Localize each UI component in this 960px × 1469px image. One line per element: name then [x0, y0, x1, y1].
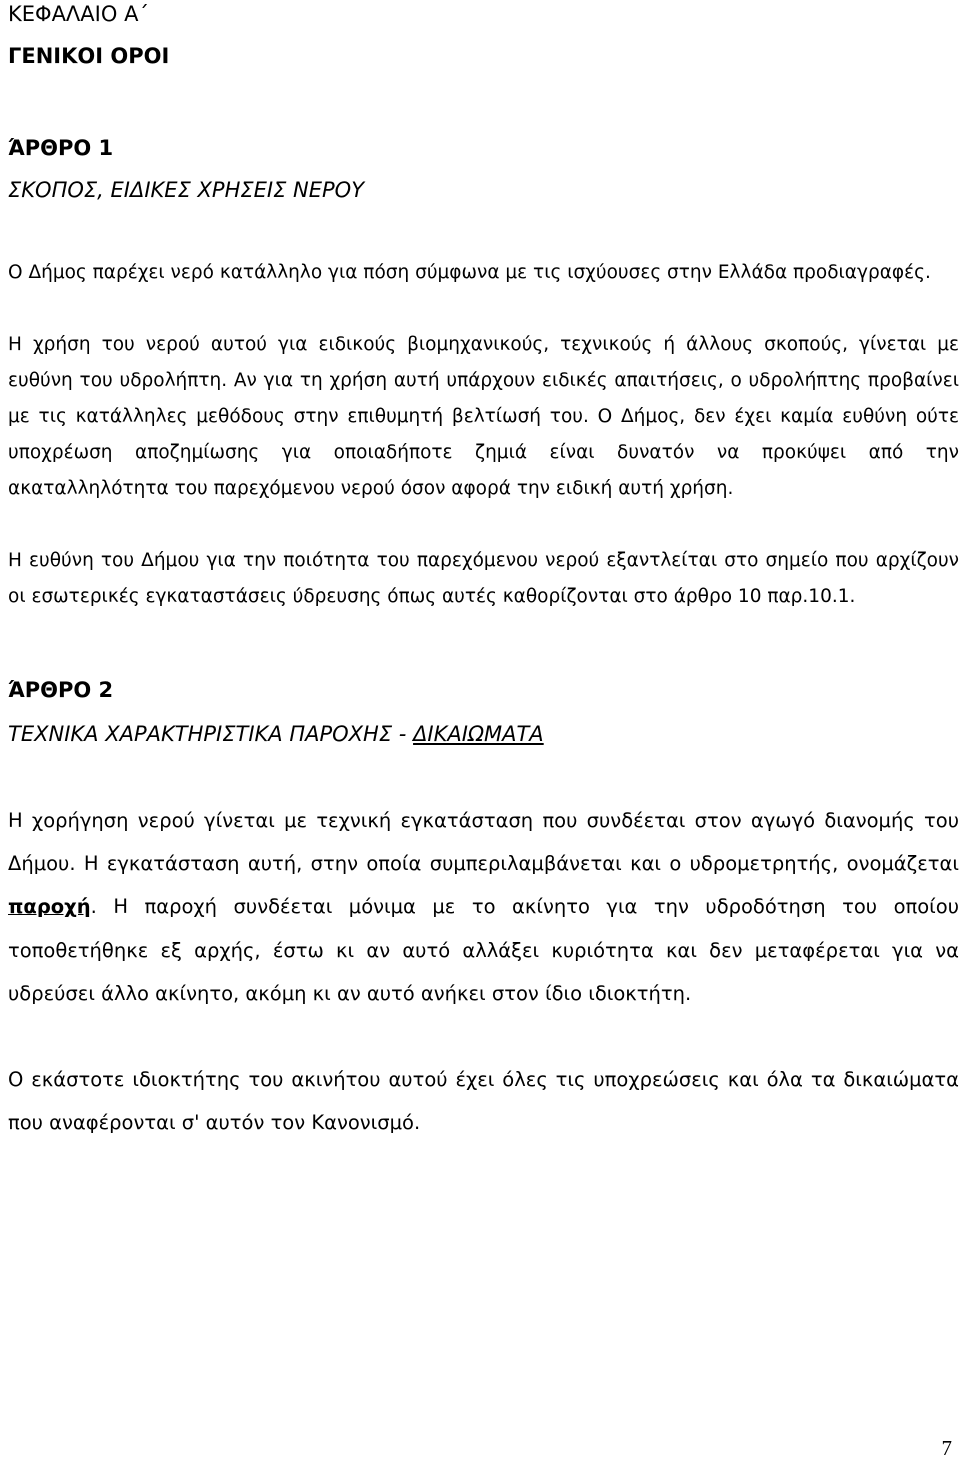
document-page [8, 0, 959, 1144]
article-1-paragraph-3: Η ευθύνη του Δήμου για την ποιότητα του παρεχόμενου νερού εξαντλείται στο σημείο που αρχίζουν οι εσωτερικές εγκαταστάσεις ύδρευσης όπως αυτές καθορίζονται στο άρθρο 10 παρ.10.1. [8, 550, 959, 607]
article-2-paragraph-2: Ο εκάστοτε ιδιοκτήτης του ακινήτου αυτού έχει όλες τις υποχρεώσεις και όλα τα δικαιώματα που αναφέρονται σ' αυτόν τον Κανονισμό. [8, 1068, 959, 1135]
article-2-number: ΆΡΘΡΟ 2 [8, 678, 114, 702]
article-2-p1-bold-term: παροχή [8, 895, 91, 919]
article-2-paragraph-1 [8, 799, 959, 1015]
article-1-paragraph-1: Ο Δήμος παρέχει νερό κατάλληλο για πόση σύμφωνα με τις ισχύουσες στην Ελλάδα προδιαγραφές. [8, 262, 931, 283]
article-2-p1-text-before: Η χορήγηση νερού γίνεται με τεχνική εγκατάσταση που συνδέεται στον αγωγό διανομής του Δήμου. Η εγκατάσταση αυτή, στην οποία συμπεριλαμβάνεται και ο υδρομετρητής, ονομάζεται [8, 809, 959, 876]
chapter-title: ΓΕΝΙΚΟΙ ΟΡΟΙ [8, 44, 170, 68]
chapter-label: ΚΕΦΑΛΑΙΟ Α΄ [8, 2, 149, 26]
article-1-number: ΆΡΘΡΟ 1 [8, 136, 114, 160]
article-1-title: ΣΚΟΠΟΣ, ΕΙΔΙΚΕΣ ΧΡΗΣΕΙΣ ΝΕΡΟΥ [8, 178, 365, 202]
article-2-p1-text-after: . Η παροχή συνδέεται μόνιμα με το ακίνητο για την υδροδότηση του οποίου τοποθετήθηκε εξ αρχής, έστω κι αν αυτό αλλάξει κυριότητα και δεν μεταφέρεται για να υδρεύσει άλλο ακίνητο, ακόμη κι αν αυτό ανήκει στον ίδιο ιδιοκτήτη. [8, 895, 959, 1005]
page-number: 7 [941, 1436, 952, 1460]
article-2-title-prefix: ΤΕΧΝΙΚΑ ΧΑΡΑΚΤΗΡΙΣΤΙΚΑ ΠΑΡΟΧΗΣ - [8, 722, 414, 746]
article-2-title [8, 719, 959, 749]
article-2-title-underlined: ΔΙΚΑΙΩΜΑΤΑ [413, 722, 544, 746]
article-1-paragraph-2: Η χρήση του νερού αυτού για ειδικούς βιομηχανικούς, τεχνικούς ή άλλους σκοπούς, γίνεται με ευθύνη του υδρολήπτη. Αν για τη χρήση αυτή υπάρχουν ειδικές απαιτήσεις, ο υδρολήπτης προβαίνει με τις κατάλληλες μεθόδους στην επιθυμητή βελτίωσή του. Ο Δήμος, δεν έχει καμία ευθύνη ούτε υποχρέωση αποζημίωσης για οποιαδήποτε ζημιά είναι δυνατόν να προκύψει από την ακαταλληλότητα του παρεχόμενου νερού όσον αφορά την ειδική αυτή χρήση. [8, 334, 959, 499]
